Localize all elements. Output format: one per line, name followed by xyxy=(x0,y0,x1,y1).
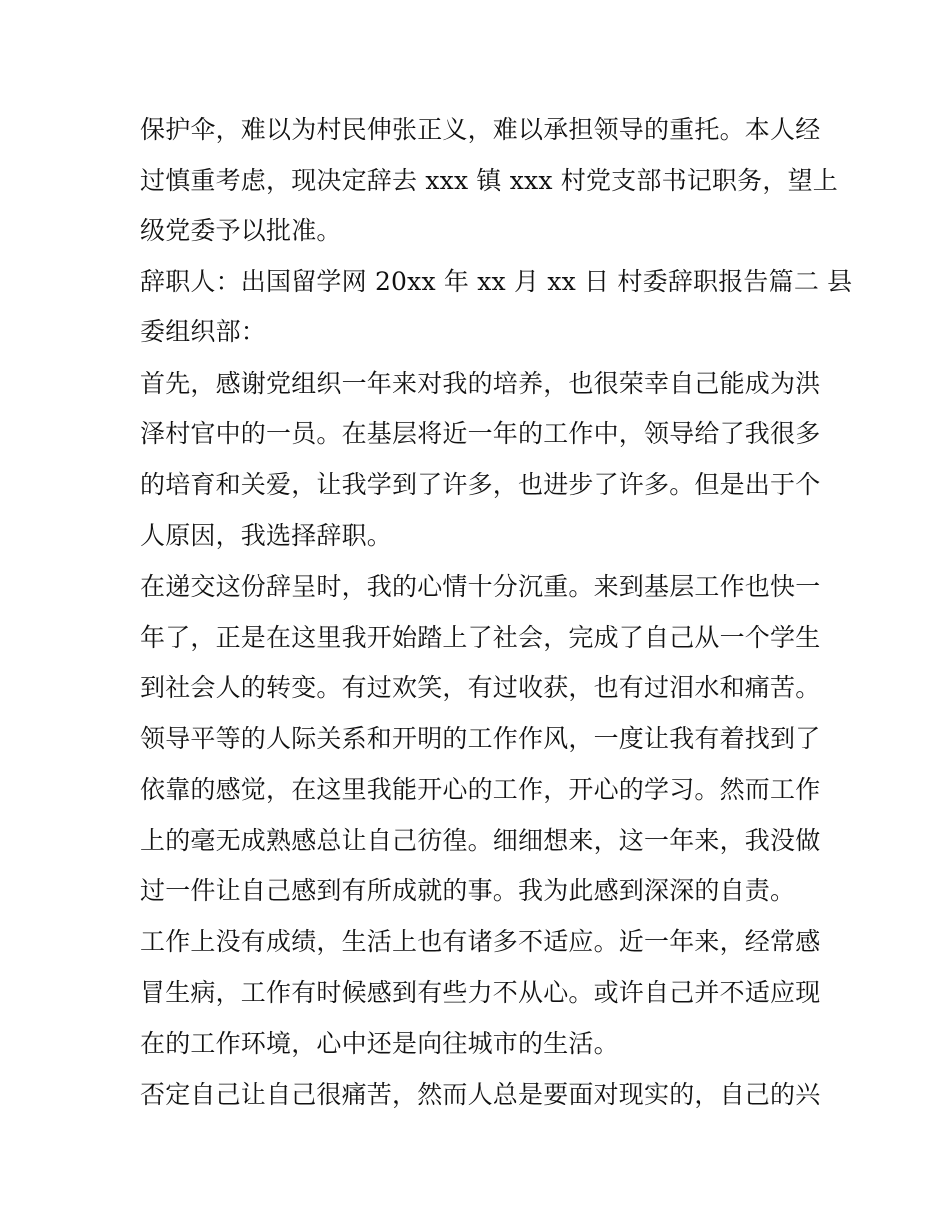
text-line: 年了，正是在这里我开始踏上了社会，完成了自己从一个学生 xyxy=(140,623,821,652)
text-line: 到社会人的转变。有过欢笑，有过收获，也有过泪水和痛苦。 xyxy=(140,673,821,702)
text-line: 领导平等的人际关系和开明的工作作风，一度让我有着找到了 xyxy=(140,724,821,753)
text-line: 依靠的感觉，在这里我能开心的工作，开心的学习。然而工作 xyxy=(140,775,821,804)
text-line: 泽村官中的一员。在基层将近一年的工作中，领导给了我很多 xyxy=(140,419,821,448)
text-line: 首先，感谢党组织一年来对我的培养，也很荣幸自己能成为洪 xyxy=(140,369,821,398)
text-line: 在的工作环境，心中还是向往城市的生活。 xyxy=(140,1029,619,1058)
text-line: 冒生病，工作有时候感到有些力不从心。或许自己并不适应现 xyxy=(140,978,821,1007)
text-line: 委组织部： xyxy=(140,317,267,346)
text-line: 人原因，我选择辞职。 xyxy=(140,521,393,550)
text-line: 否定自己让自己很痛苦，然而人总是要面对现实的，自己的兴 xyxy=(140,1080,821,1109)
text-line: 保护伞，难以为村民伸张正义，难以承担领导的重托。本人经 xyxy=(140,115,821,144)
text-line: 过一件让自己感到有所成就的事。我为此感到深深的自责。 xyxy=(140,876,796,905)
text-line: 的培育和关爱，让我学到了许多，也进步了许多。但是出于个 xyxy=(140,470,821,499)
text-line: 工作上没有成绩，生活上也有诸多不适应。近一年来，经常感 xyxy=(140,927,821,956)
text-line: 在递交这份辞呈时，我的心情十分沉重。来到基层工作也快一 xyxy=(140,572,821,601)
text-line: 辞职人：出国留学网 20xx 年 xx 月 xx 日 村委辞职报告篇二 县 xyxy=(140,267,853,296)
text-line: 级党委予以批准。 xyxy=(140,216,342,245)
text-line: 上的毫无成熟感总让自己彷徨。细细想来，这一年来，我没做 xyxy=(140,826,821,855)
text-line: 过慎重考虑，现决定辞去 xxx 镇 xxx 村党支部书记职务，望上 xyxy=(140,166,838,195)
